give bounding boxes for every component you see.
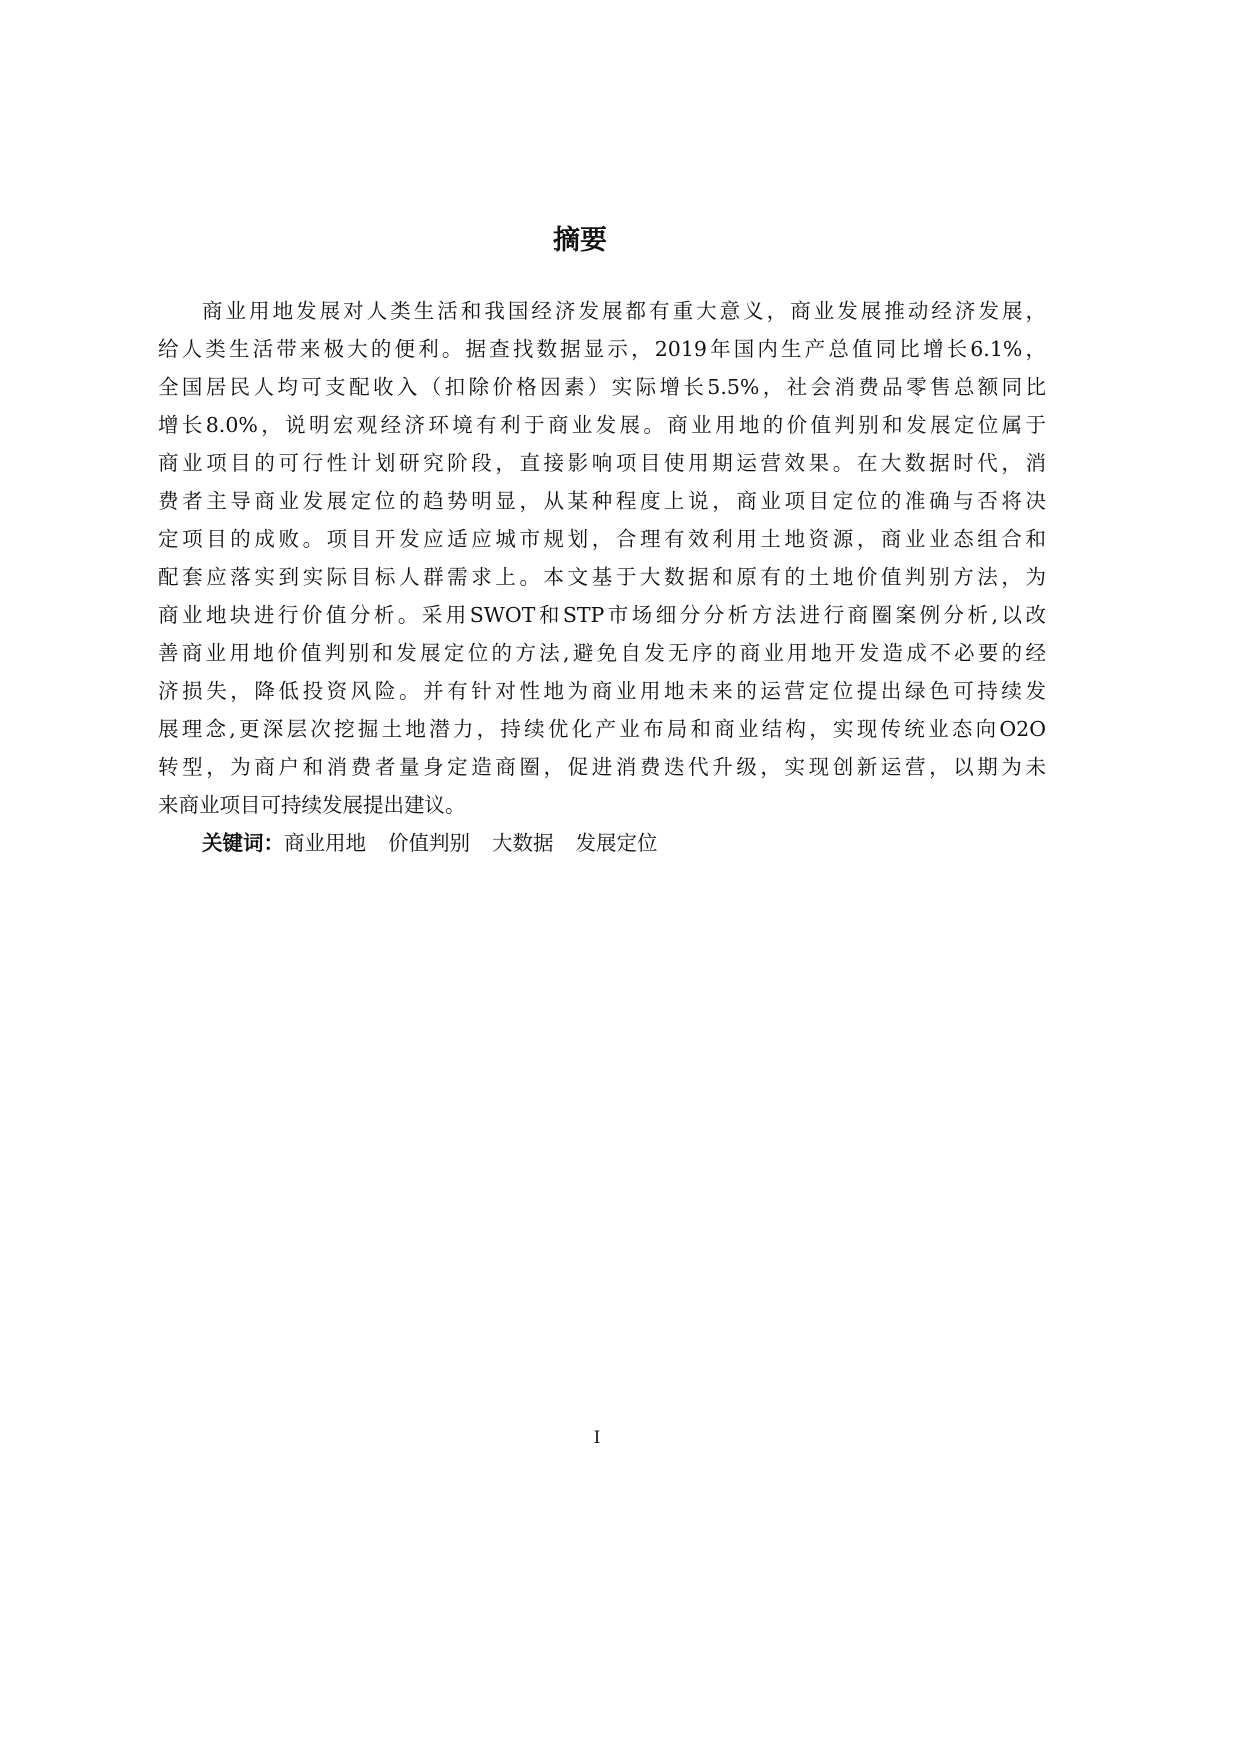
keyword: 商业用地: [284, 831, 366, 855]
abstract-body: [158, 292, 1046, 862]
abstract-line: 济损失，降低投资风险。并有针对性地为商业用地未来的运营定位提出绿色可持续发: [158, 679, 1046, 703]
abstract-line: 展理念,更深层次挖掘土地潜力，持续优化产业布局和商业结构，实现传统业态向O2O: [158, 717, 1046, 741]
page-number: I: [593, 1428, 601, 1448]
abstract-line: 给人类生活带来极大的便利。据查找数据显示，2019年国内生产总值同比增长6.1%，: [158, 337, 1046, 361]
abstract-line: 费者主导商业发展定位的趋势明显，从某种程度上说，商业项目定位的准确与否将决: [158, 489, 1046, 513]
abstract-line: 增长8.0%，说明宏观经济环境有利于商业发展。商业用地的价值判别和发展定位属于: [158, 413, 1046, 437]
page-title: 摘要: [553, 225, 607, 256]
abstract-line: 全国居民人均可支配收入（扣除价格因素）实际增长5.5%，社会消费品零售总额同比: [158, 375, 1046, 399]
keyword: 大数据: [492, 831, 554, 855]
abstract-line: 配套应落实到实际目标人群需求上。本文基于大数据和原有的土地价值判别方法，为: [158, 565, 1046, 589]
abstract-line: 善商业用地价值判别和发展定位的方法,避免自发无序的商业用地开发造成不必要的经: [158, 641, 1046, 665]
abstract-line: 转型，为商户和消费者量身定造商圈，促进消费迭代升级，实现创新运营，以期为未: [158, 755, 1046, 779]
keywords: [158, 824, 1046, 862]
abstract-line: 来商业项目可持续发展提出建议。: [158, 793, 466, 817]
abstract-line: 商业地块进行价值分析。采用SWOT和STP市场细分分析方法进行商圈案例分析,以改: [158, 603, 1046, 627]
abstract-line: 商业项目的可行性计划研究阶段，直接影响项目使用期运营效果。在大数据时代，消: [158, 451, 1046, 475]
keyword: 发展定位: [575, 831, 658, 855]
abstract-line: 定项目的成败。项目开发应适应城市规划，合理有效利用土地资源，商业业态组合和: [158, 527, 1046, 551]
keyword: 价值判别: [388, 831, 470, 855]
keywords-label: 关键词：: [202, 831, 284, 855]
abstract-line: 商业用地发展对人类生活和我国经济发展都有重大意义，商业发展推动经济发展，: [202, 299, 1046, 323]
